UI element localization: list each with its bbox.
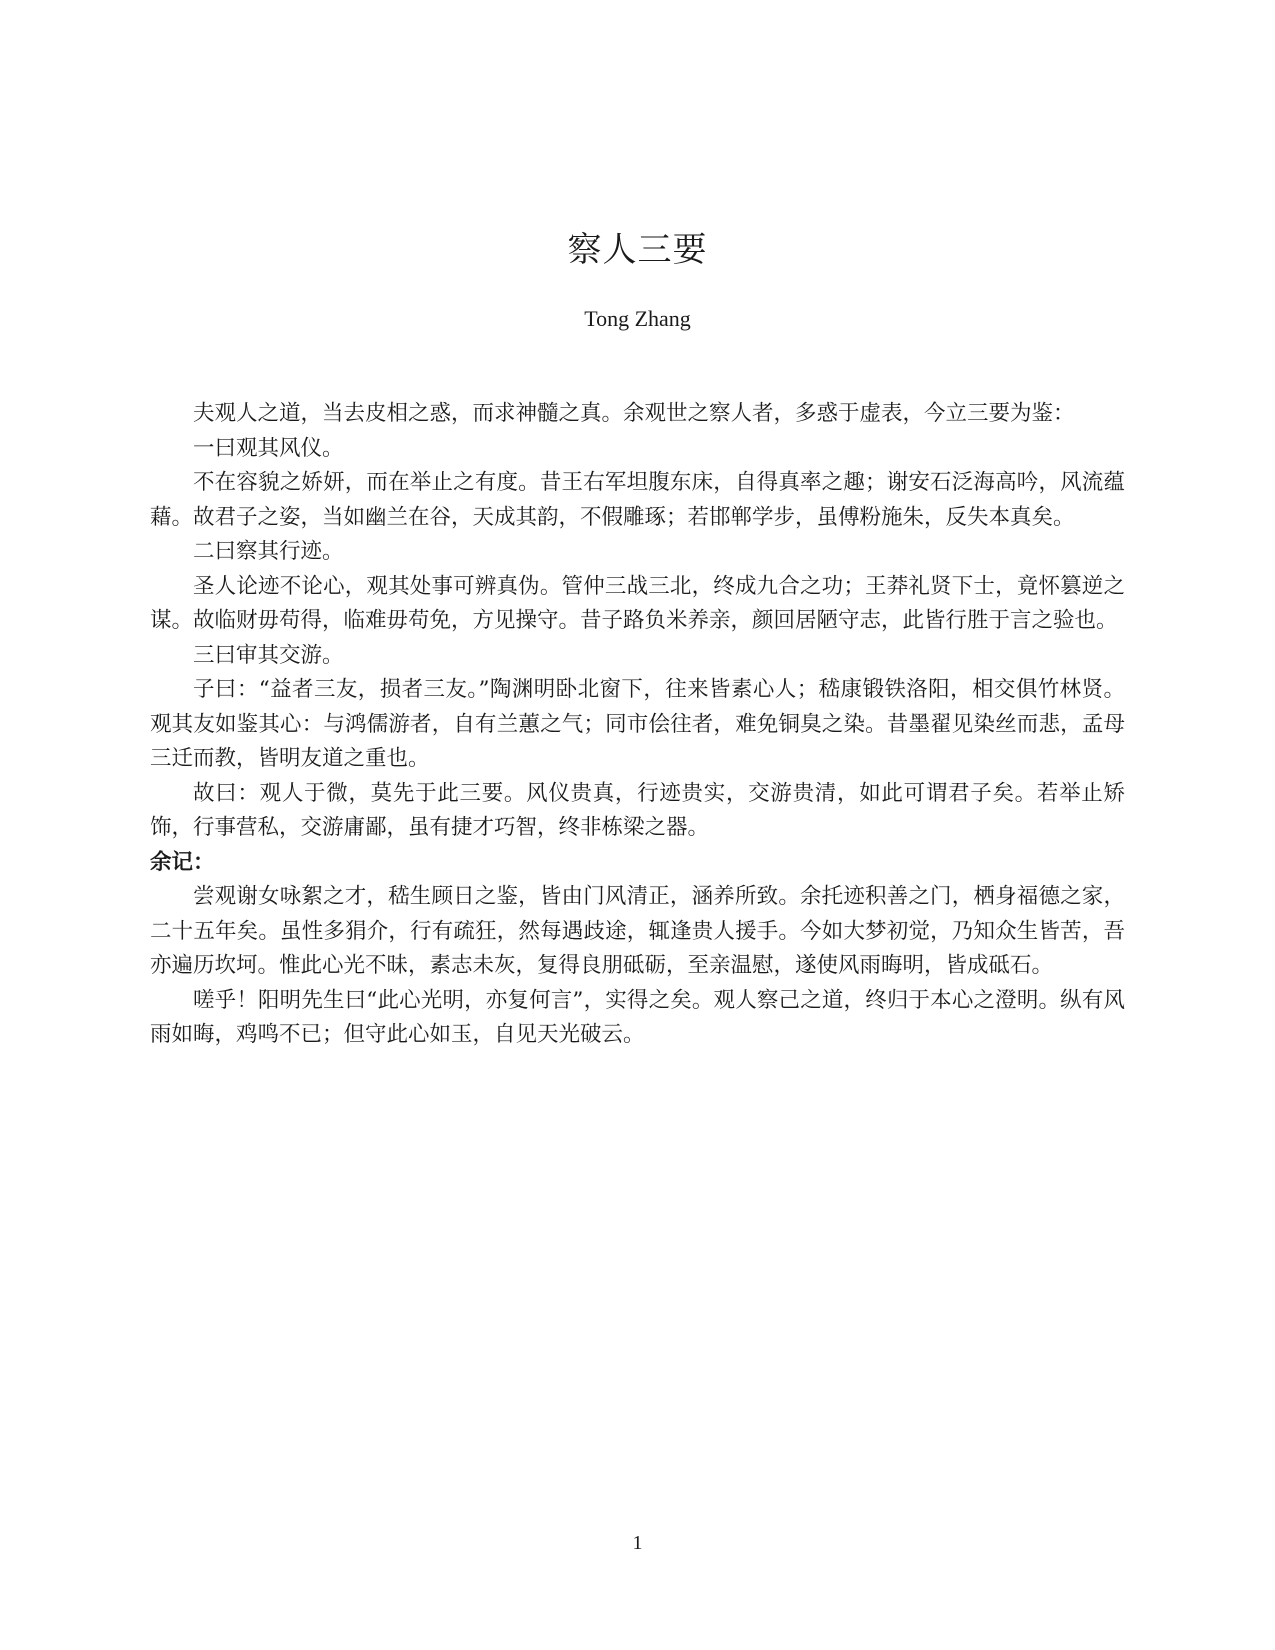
body-paragraph: 圣人论迹不论心，观其处事可辨真伪。管仲三战三北，终成九合之功；王莽礼贤下士，竟怀篡逆之谋。故临财毋苟得，临难毋苟免，方见操守。昔子路负米养亲，颜回居陋守志，此皆行胜于言之验也。 [150,573,1125,633]
section-heading: 三曰审其交游。 [193,642,344,668]
note-paragraph: 嗟乎！阳明先生曰“此心光明，亦复何言”，实得之矣。观人察己之道，终归于本心之澄明。纵有风雨如晦，鸡鸣不已；但守此心如玉，自见天光破云。 [150,987,1125,1047]
body-paragraph: 夫观人之道，当去皮相之惑，而求神髓之真。余观世之察人者，多惑于虚表，今立三要为鉴： [193,401,1075,426]
document-author: Tong Zhang [584,306,691,331]
document-title: 察人三要 [567,230,708,270]
body-paragraph: 故曰：观人于微，莫先于此三要。风仪贵真，行迹贵实，交游贵清，如此可谓君子矣。若举止矫饰，行事营私，交游庸鄙，虽有捷才巧智，终非栋梁之器。 [150,780,1125,840]
document-body [150,397,1125,1053]
body-paragraph: 子曰：“益者三友，损者三友。”陶渊明卧北窗下，往来皆素心人；嵇康锻铁洛阳，相交俱竹林贤。观其友如鉴其心：与鸿儒游者，自有兰蕙之气；同市侩往者，难免铜臭之染。昔墨翟见染丝而悲，孟母三迁而教，皆明友道之重也。 [150,677,1125,771]
note-paragraph: 尝观谢女咏絮之才，嵇生顾日之鉴，皆由门风清正，涵养所致。余托迹积善之门，栖身福德之家，二十五年矣。虽性多狷介，行有疏狂，然每遇歧途，辄逢贵人援手。今如大梦初觉，乃知众生皆苦，吾亦遍历坎坷。惟此心光不昧，素志未灰，复得良朋砥砺，至亲温慰，遂使风雨晦明，皆成砥石。 [150,884,1125,978]
section-heading: 一曰观其风仪。 [193,435,344,461]
section-heading: 二曰察其行迹。 [193,539,344,564]
page-number: 1 [632,1532,643,1554]
body-paragraph: 不在容貌之娇妍，而在举止之有度。昔王右军坦腹东床，自得真率之趣；谢安石泛海高吟，风流蕴藉。故君子之姿，当如幽兰在谷，天成其韵，不假雕琢；若邯郸学步，虽傅粉施朱，反失本真矣。 [150,470,1125,530]
note-heading: 余记： [150,849,215,875]
